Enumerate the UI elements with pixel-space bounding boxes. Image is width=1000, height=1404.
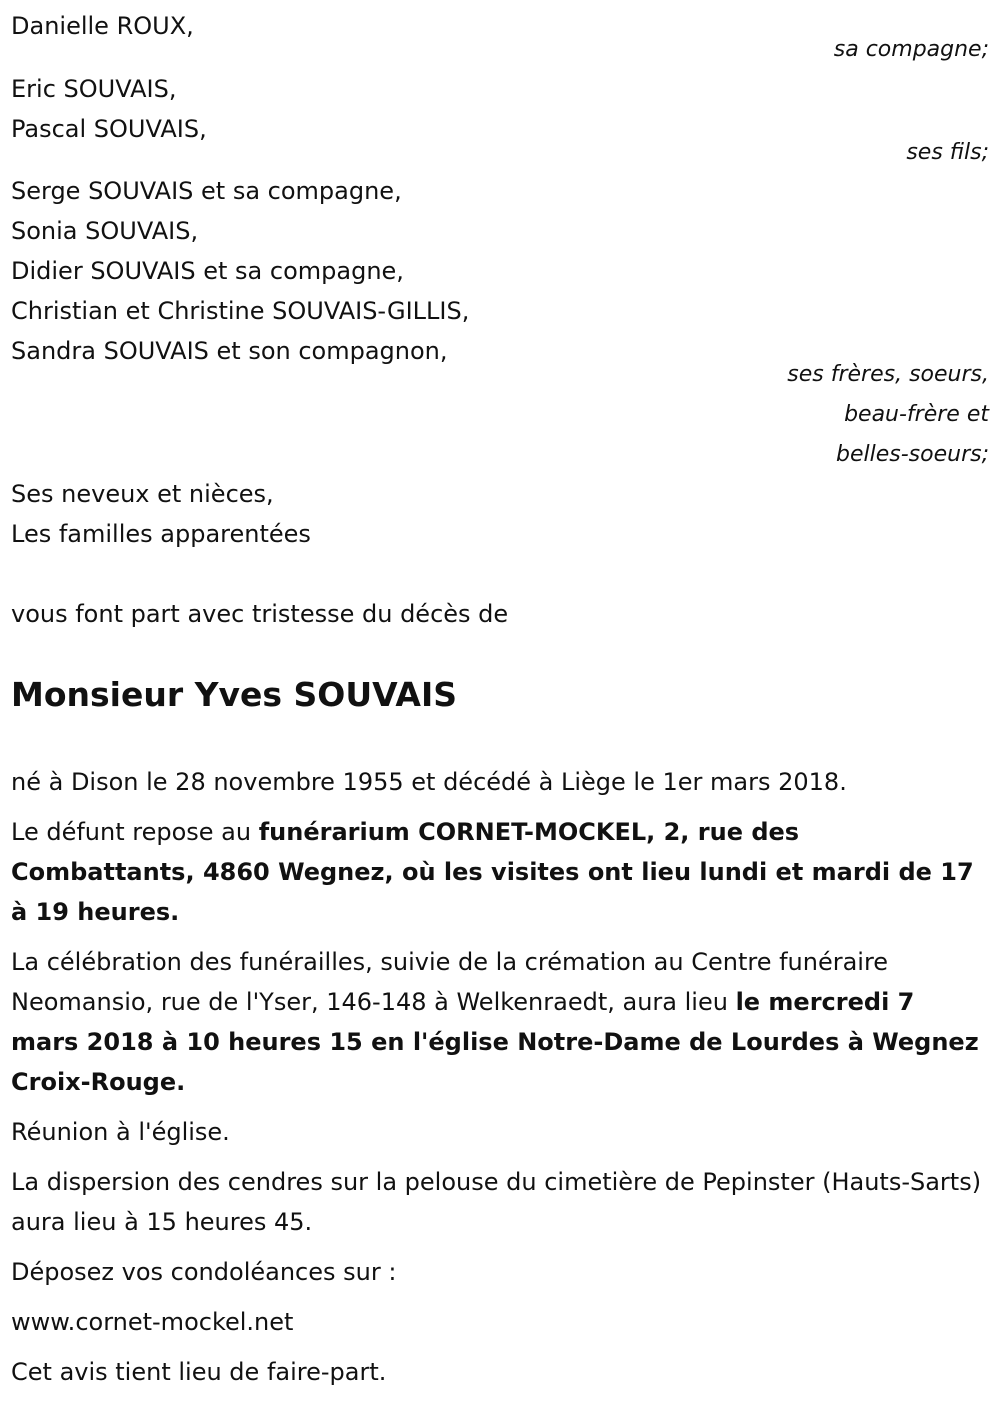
condolences-text: Déposez vos condoléances sur : bbox=[11, 1258, 397, 1286]
announcement-text: vous font part avec tristesse du décès de bbox=[11, 600, 509, 628]
repose-intro: Le défunt repose au bbox=[11, 818, 259, 846]
celebration-paragraph bbox=[11, 942, 989, 1102]
celebration-intro: La célébration des funérailles, suivie de la crémation au Centre funéraire Neomansio, rue de l'Yser, 146-148 à Welkenraedt, aura lieu bbox=[11, 948, 889, 1016]
reunion-text: Réunion à l'église. bbox=[11, 1118, 230, 1146]
family-group-sons bbox=[11, 69, 989, 173]
family-name-line: Eric SOUVAIS, bbox=[11, 75, 177, 103]
family-role: belles-soeurs; bbox=[836, 442, 989, 467]
birth-death-text: né à Dison le 28 novembre 1955 et décédé à Liège le 1er mars 2018. bbox=[11, 768, 847, 796]
family-name-line: Sonia SOUVAIS, bbox=[11, 217, 199, 245]
family-role: beau-frère et bbox=[844, 402, 989, 427]
family-role: sa compagne; bbox=[833, 37, 989, 62]
family-name-line: Sandra SOUVAIS et son compagnon, bbox=[11, 337, 448, 365]
closing-text: Cet avis tient lieu de faire-part. bbox=[11, 1358, 387, 1386]
obituary-notice bbox=[11, 0, 989, 1404]
family-name-line: Danielle ROUX, bbox=[11, 12, 194, 40]
family-name-line: Les familles apparentées bbox=[11, 520, 311, 548]
deceased-name: Monsieur Yves SOUVAIS bbox=[11, 675, 458, 714]
website-link[interactable]: www.cornet-mockel.net bbox=[11, 1308, 294, 1336]
family-group-siblings bbox=[11, 171, 989, 475]
family-group-relatives bbox=[11, 474, 989, 554]
family-name-line: Serge SOUVAIS et sa compagne, bbox=[11, 177, 402, 205]
family-name-line: Ses neveux et nièces, bbox=[11, 480, 274, 508]
funeral-details bbox=[11, 762, 989, 1392]
family-group-companion bbox=[11, 6, 989, 70]
family-name-line: Christian et Christine SOUVAIS-GILLIS, bbox=[11, 297, 470, 325]
dispersion-text: La dispersion des cendres sur la pelouse du cimetière de Pepinster (Hauts-Sarts) aura lieu à 15 heures 45. bbox=[11, 1168, 982, 1236]
family-name-line: Pascal SOUVAIS, bbox=[11, 115, 207, 143]
family-role: ses fils; bbox=[906, 140, 989, 165]
repose-details: funérarium CORNET-MOCKEL, 2, rue des Combattants, 4860 Wegnez, où les visites ont lieu lundi et mardi de 17 à 19 heures. bbox=[11, 818, 974, 926]
family-name-line: Didier SOUVAIS et sa compagne, bbox=[11, 257, 404, 285]
repose-paragraph bbox=[11, 812, 989, 932]
family-role: ses frères, soeurs, bbox=[787, 362, 989, 387]
celebration-details: le mercredi 7 mars 2018 à 10 heures 15 en l'église Notre-Dame de Lourdes à Wegnez Croix-Rouge. bbox=[11, 988, 979, 1096]
